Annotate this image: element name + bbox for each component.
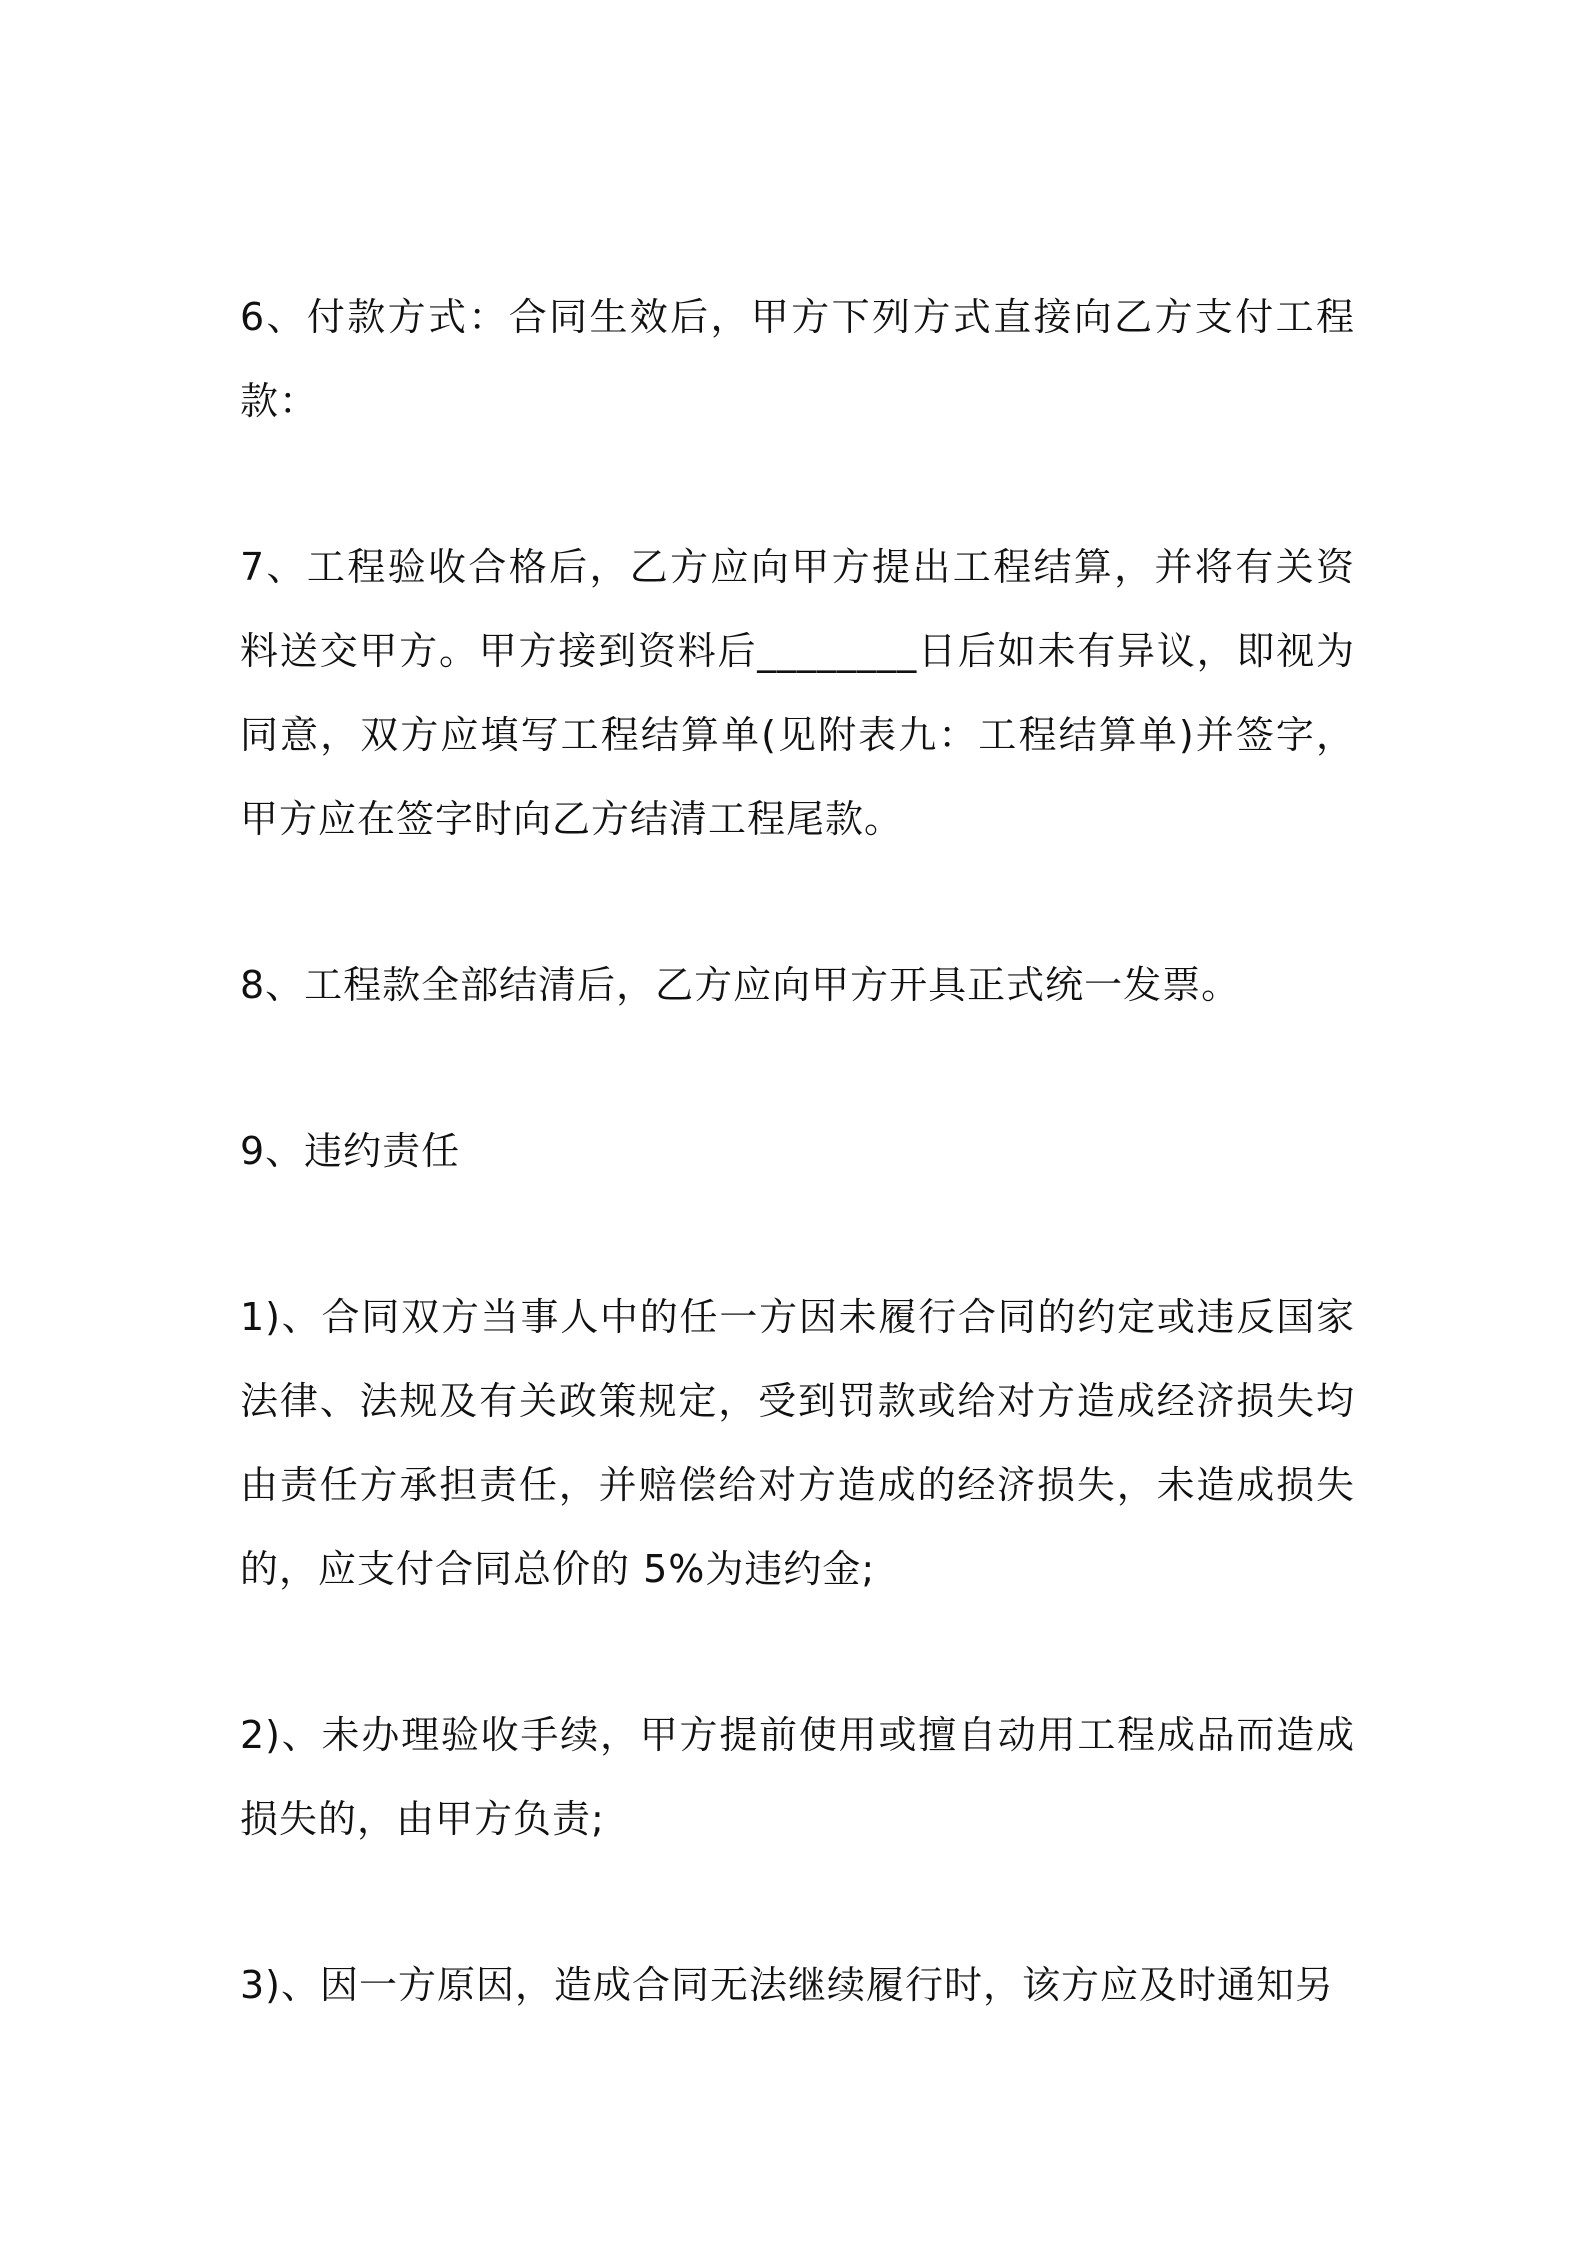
paragraph-payment-method: 6、付款方式：合同生效后，甲方下列方式直接向乙方支付工程款： (240, 295, 1355, 423)
paragraph-breach-heading: 9、违约责任 (240, 1129, 461, 1173)
paragraph-breach-item-2: 2)、未办理验收手续，甲方提前使用或擅自动用工程成品而造成损失的，由甲方负责; (240, 1713, 1355, 1841)
paragraph-acceptance-settlement: 7、工程验收合格后，乙方应向甲方提出工程结算，并将有关资料送交甲方。甲方接到资料后________日后如未有异议，即视为同意，双方应填写工程结算单(见附表九：工程结算单)并签字，甲方应在签字时向乙方结清工程尾款。 (240, 545, 1355, 841)
paragraph-breach-item-1: 1)、合同双方当事人中的任一方因未履行合同的约定或违反国家法律、法规及有关政策规定，受到罚款或给对方造成经济损失均由责任方承担责任，并赔偿给对方造成的经济损失，未造成损失的，应支付合同总价的 5%为违约金; (240, 1295, 1355, 1591)
paragraph-breach-item-3: 3)、因一方原因，造成合同无法继续履行时，该方应及时通知另 (240, 1963, 1335, 2007)
document-body (240, 275, 1355, 2109)
paragraph-invoice: 8、工程款全部结清后，乙方应向甲方开具正式统一发票。 (240, 963, 1241, 1007)
